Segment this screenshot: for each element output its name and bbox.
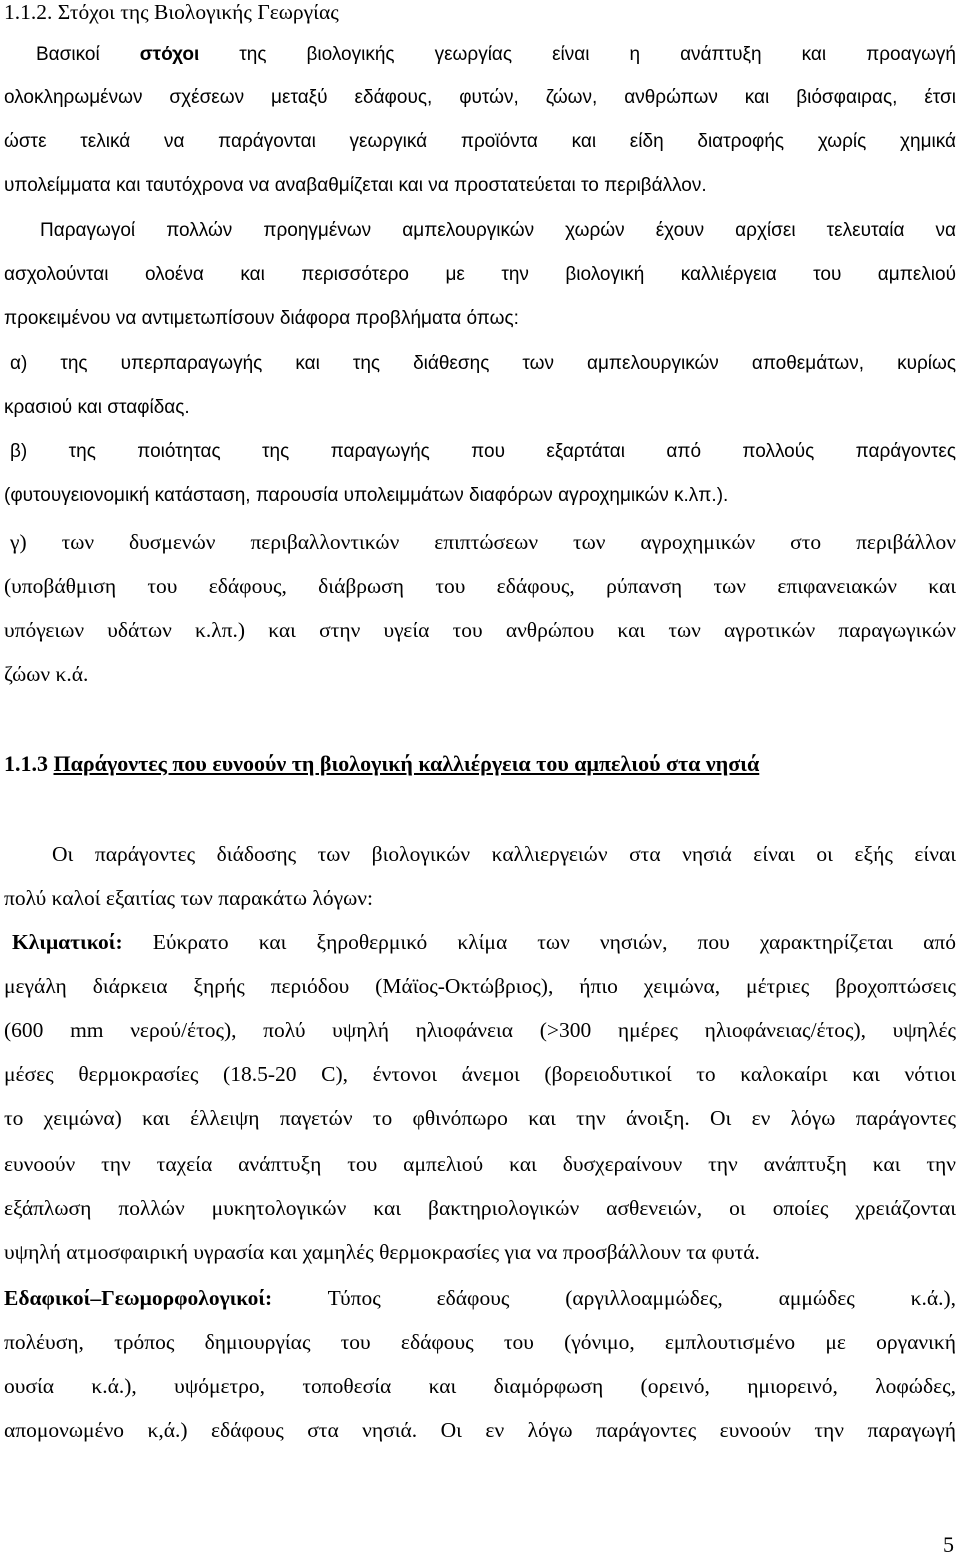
list-item-b: β) της ποιότητας της παραγωγής που εξαρτάται από πολλούς παράγοντες xyxy=(10,441,956,462)
paragraph-line: υπολείμματα και ταυτόχρονα να αναβαθμίζεται και να προστατεύεται το περιβάλλον. xyxy=(4,175,707,196)
paragraph-line: πολέυση, τρόπος δημιουργίας του εδάφους του (γόνιμο, εμπλουτισμένο με οργανική xyxy=(4,1330,956,1354)
list-item-g-cont: (υποβάθμιση του εδάφους, διάβρωση του εδάφους, ρύπανση των επιφανειακών και xyxy=(4,574,956,598)
section-heading-1-1-3 xyxy=(4,746,956,782)
paragraph-line: εξάπλωση πολλών μυκητολογικών και βακτηριολογικών ασθενειών, οι οποίες χρειάζονται xyxy=(4,1196,956,1220)
bold-term: Κλιματικοί: xyxy=(12,930,123,954)
paragraph-line: το χειμώνα) και έλλειψη παγετών το φθινόπωρο και την άνοιξη. Οι εν λόγω παράγοντες xyxy=(4,1106,956,1130)
section-number: 1.1.2. xyxy=(4,0,53,24)
paragraph-line: μέσες θερμοκρασίες (18.5-20 C), έντονοι άνεμοι (βορειοδυτικοί το καλοκαίρι και νότιοι xyxy=(4,1062,956,1086)
section-number: 1.1.3 xyxy=(4,751,48,776)
list-item-b-cont: (φυτουγειονομική κατάσταση, παρουσία υπολειμμάτων διαφόρων αγροχημικών κ.λπ.). xyxy=(4,485,729,506)
paragraph-line: ευνοούν την ταχεία ανάπτυξη του αμπελιού και δυσχεραίνουν την ανάπτυξη και την xyxy=(4,1152,956,1176)
paragraph-line: ολοκληρωμένων σχέσεων μεταξύ εδάφους, φυτών, ζώων, ανθρώπων και βιόσφαιρας, έτσι xyxy=(4,87,956,108)
paragraph-line: Βασικοί στόχοι της βιολογικής γεωργίας είναι η ανάπτυξη και προαγωγή xyxy=(36,44,956,65)
paragraph-line: Εδαφικοί–Γεωμορφολογικοί: Τύπος εδάφους (αργιλλοαμμώδες, αμμώδες κ.ά.), xyxy=(4,1286,956,1310)
paragraph-line: Οι παράγοντες διάδοσης των βιολογικών καλλιεργειών στα νησιά είναι οι εξής είναι xyxy=(52,842,956,866)
page-number: 5 xyxy=(943,1532,954,1557)
list-item-a-cont: κρασιού και σταφίδας. xyxy=(4,397,190,418)
section-title: Παράγοντες που ευνοούν τη βιολογική καλλιέργεια του αμπελιού στα νησιά xyxy=(53,751,760,776)
section-heading-1-1-2 xyxy=(4,0,956,30)
paragraph-line: (600 mm νερού/έτος), πολύ υψηλή ηλιοφάνεια (>300 ημέρες ηλιοφάνειας/έτος), υψηλές xyxy=(4,1018,956,1042)
bold-term: στόχοι xyxy=(139,44,200,65)
paragraph-line: απομονωμένο κ,ά.) εδάφους στα νησιά. Οι εν λόγω παράγοντες ευνοούν την παραγωγή xyxy=(4,1418,956,1442)
paragraph-line: Παραγωγοί πολλών προηγμένων αμπελουργικών χωρών έχουν αρχίσει τελευταία να xyxy=(40,220,956,241)
list-item-a: α) της υπερπαραγωγής και της διάθεσης των αμπελουργικών αποθεμάτων, κυρίως xyxy=(10,353,956,374)
paragraph-line: υψηλή ατμοσφαιρική υγρασία και χαμηλές θερμοκρασίες για να προσβάλλουν τα φυτά. xyxy=(4,1240,760,1264)
section-title: Στόχοι της Βιολογικής Γεωργίας xyxy=(57,0,339,24)
list-item-g-cont: ζώων κ.ά. xyxy=(4,662,89,686)
paragraph-line: πολύ καλοί εξαιτίας των παρακάτω λόγων: xyxy=(4,886,373,910)
paragraph-line: μεγάλη διάρκεια ξηρής περιόδου (Μάϊος-Οκτώβριος), ήπιο χειμώνα, μέτριες βροχοπτώσεις xyxy=(4,974,956,998)
bold-term: Εδαφικοί–Γεωμορφολογικοί: xyxy=(4,1286,273,1310)
paragraph-line: ουσία κ.ά.), υψόμετρο, τοποθεσία και διαμόρφωση (ορεινό, ημιορεινό, λοφώδες, xyxy=(4,1374,956,1398)
paragraph-line: ασχολούνται ολοένα και περισσότερο με την βιολογική καλλιέργεια του αμπελιού xyxy=(4,264,956,285)
paragraph-line: ώστε τελικά να παράγονται γεωργικά προϊόντα και είδη διατροφής χωρίς χημικά xyxy=(4,131,956,152)
list-item-g-cont: υπόγειων υδάτων κ.λπ.) και στην υγεία του ανθρώπου και των αγροτικών παραγωγικών xyxy=(4,618,956,642)
list-item-g: γ) των δυσμενών περιβαλλοντικών επιπτώσεων των αγροχημικών στο περιβάλλον xyxy=(10,530,956,554)
paragraph-line: Κλιματικοί: Εύκρατο και ξηροθερμικό κλίμα των νησιών, που χαρακτηρίζεται από xyxy=(12,930,956,954)
paragraph-line: προκειμένου να αντιμετωπίσουν διάφορα προβλήματα όπως: xyxy=(4,308,519,329)
